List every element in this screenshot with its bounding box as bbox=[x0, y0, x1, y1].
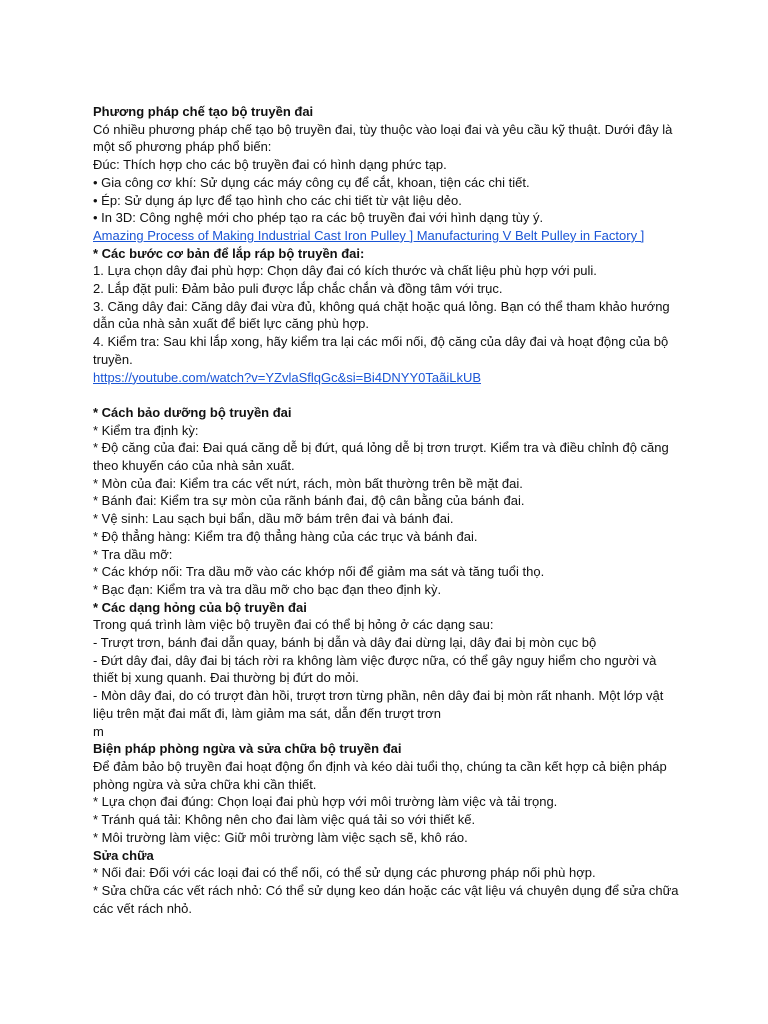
inspection-item: * Vệ sinh: Lau sạch bụi bẩn, dầu mỡ bám trên đai và bánh đai. bbox=[93, 511, 454, 527]
lubrication-item: * Các khớp nối: Tra dầu mỡ vào các khớp nối để giảm ma sát và tăng tuổi thọ. bbox=[93, 564, 545, 580]
failure-item: - Trượt trơn, bánh đai dẫn quay, bánh bị dẫn và dây đai dừng lại, dây đai bị mòn cục bộ bbox=[93, 635, 597, 651]
stray-text: m bbox=[93, 723, 104, 739]
prevention-item: * Môi trường làm việc: Giữ môi trường làm việc sạch sẽ, khô ráo. bbox=[93, 829, 468, 845]
manufacturing-intro: Có nhiều phương pháp chế tạo bộ truyền đai, tùy thuộc vào loại đai và yêu cầu kỹ thuật. Dưới đây là một số phương pháp phổ biến: bbox=[93, 121, 673, 155]
youtube-link[interactable]: https://youtube.com/watch?v=YZvlaSflqGc&si=Bi4DNYY0TaãiLkUB bbox=[93, 369, 482, 385]
method-item: • Gia công cơ khí: Sử dụng các máy công cụ để cắt, khoan, tiện các chi tiết. bbox=[93, 174, 530, 190]
section-title-prevention: Biện pháp phòng ngừa và sửa chữa bộ truyền đai bbox=[93, 741, 402, 757]
lubrication-item: * Bạc đạn: Kiểm tra và tra dầu mỡ cho bạc đạn theo định kỳ. bbox=[93, 581, 442, 597]
method-item: • Ép: Sử dụng áp lực để tạo hình cho các chi tiết từ vật liệu dẻo. bbox=[93, 192, 462, 208]
maintenance-subheading-lubrication: * Tra dầu mỡ: bbox=[93, 546, 173, 562]
repair-heading: Sửa chữa bbox=[93, 847, 154, 863]
failure-item: - Đứt dây đai, dây đai bị tách rời ra không làm việc được nữa, có thể gây nguy hiểm cho người và thiết bị xung quanh. Đai thường bị đứt do mỏi. bbox=[93, 652, 657, 686]
assembly-step: 1. Lựa chọn dây đai phù hợp: Chọn dây đai có kích thước và chất liệu phù hợp với puli. bbox=[93, 263, 597, 279]
pulley-video-link[interactable]: Amazing Process of Making Industrial Cast Iron Pulley ] Manufacturing V Belt Pulley in Factory ] bbox=[93, 227, 645, 243]
inspection-item: * Mòn của đai: Kiểm tra các vết nứt, rách, mòn bất thường trên bề mặt đai. bbox=[93, 475, 523, 491]
section-title-failures: * Các dạng hỏng của bộ truyền đai bbox=[93, 599, 307, 615]
repair-item: * Sửa chữa các vết rách nhỏ: Có thể sử dụng keo dán hoặc các vật liệu vá chuyên dụng để sửa chữa các vết rách nhỏ. bbox=[93, 882, 679, 916]
prevention-item: * Lựa chọn đai đúng: Chọn loại đai phù hợp với môi trường làm việc và tải trọng. bbox=[93, 794, 558, 810]
assembly-step: 2. Lắp đặt puli: Đảm bảo puli được lắp chắc chắn và đồng tâm với trục. bbox=[93, 281, 503, 297]
inspection-item: * Độ thẳng hàng: Kiểm tra độ thẳng hàng của các trục và bánh đai. bbox=[93, 528, 478, 544]
document-page bbox=[93, 103, 683, 917]
assembly-step: 3. Căng dây đai: Căng dây đai vừa đủ, không quá chặt hoặc quá lỏng. Bạn có thể tham khảo hướng dẫn của nhà sản xuất để biết lực căng phù hợp. bbox=[93, 298, 670, 332]
prevention-item: * Tránh quá tải: Không nên cho đai làm việc quá tải so với thiết kế. bbox=[93, 812, 476, 828]
prevention-intro: Để đảm bảo bộ truyền đai hoạt động ổn định và kéo dài tuổi thọ, chúng ta cần kết hợp cả biện pháp phòng ngừa và sửa chữa khi cần thiết. bbox=[93, 759, 667, 792]
inspection-item: * Độ căng của đai: Đai quá căng dễ bị đứt, quá lỏng dễ bị trơn trượt. Kiểm tra và điều chỉnh độ căng theo khuyến cáo của nhà sản xuất. bbox=[93, 440, 669, 474]
section-title-maintenance: * Cách bảo dưỡng bộ truyền đai bbox=[93, 404, 292, 420]
maintenance-subheading-inspection: * Kiểm tra định kỳ: bbox=[93, 422, 199, 438]
failure-item: - Mòn dây đai, do có trượt đàn hồi, trượt trơn từng phần, nên dây đai bị mòn rất nhanh. Một lớp vật liệu trên mặt đai mất đi, làm giảm ma sát, dẫn đến trượt trơn bbox=[93, 688, 664, 721]
repair-item: * Nối đai: Đối với các loại đai có thể nối, có thể sử dụng các phương pháp nối phù hợp. bbox=[93, 865, 596, 881]
section-title-manufacturing: Phương pháp chế tạo bộ truyền đai bbox=[93, 104, 314, 119]
failures-intro: Trong quá trình làm việc bộ truyền đai có thể bị hỏng ở các dạng sau: bbox=[93, 617, 494, 633]
method-item: • In 3D: Công nghệ mới cho phép tạo ra các bộ truyền đai với hình dạng tùy ý. bbox=[93, 210, 544, 226]
blank-line bbox=[93, 386, 683, 404]
method-item: Đúc: Thích hợp cho các bộ truyền đai có hình dạng phức tạp. bbox=[93, 157, 447, 173]
inspection-item: * Bánh đai: Kiểm tra sự mòn của rãnh bánh đai, độ cân bằng của bánh đai. bbox=[93, 493, 525, 509]
section-title-assembly: * Các bước cơ bản để lắp ráp bộ truyền đai: bbox=[93, 245, 365, 261]
assembly-step: 4. Kiểm tra: Sau khi lắp xong, hãy kiểm tra lại các mối nối, độ căng của dây đai và hoạt động của bộ truyền. bbox=[93, 334, 669, 367]
